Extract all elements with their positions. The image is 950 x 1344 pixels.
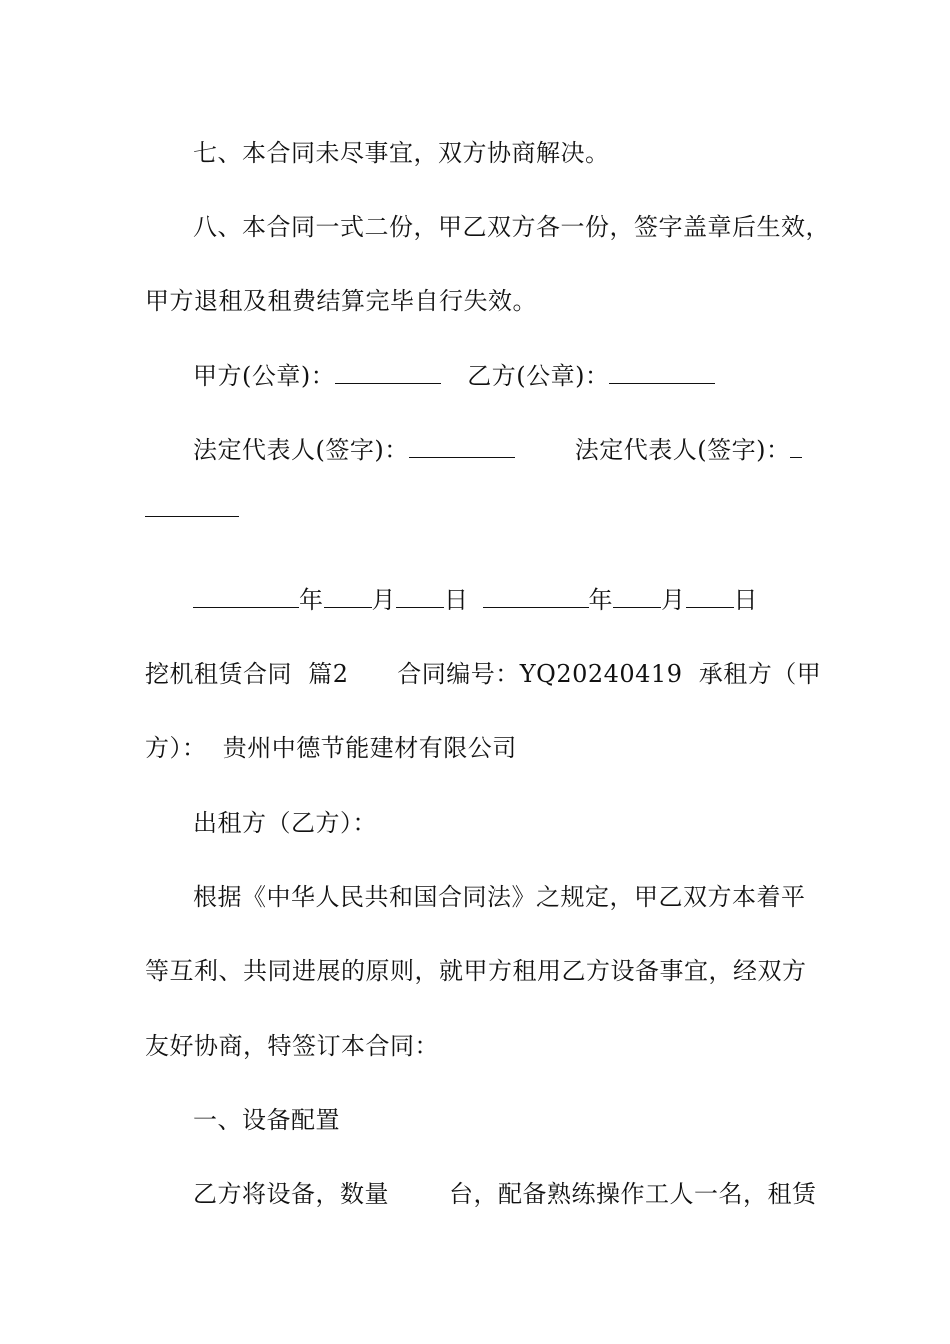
lessor-label: 出租方（乙方）： — [193, 809, 377, 837]
equipment-quantity-label: 乙方将设备，数量 — [193, 1180, 389, 1208]
party-a-year-blank — [193, 587, 299, 608]
clause-8-line1: 八、本合同一式二份，甲乙双方各一份，签字盖章后生效， — [193, 213, 830, 241]
clause-7: 七、本合同未尽事宜，双方协商解决。 — [193, 139, 610, 167]
preamble-line3: 友好协商，特签订本合同： — [145, 1032, 439, 1060]
party-a-seal-blank — [335, 363, 441, 384]
preamble-line1: 根据《中华人民共和国合同法》之规定，甲乙双方本着平 — [193, 883, 806, 911]
party-b-seal-label: 乙方(公章)： — [467, 362, 610, 390]
lessee-name: 方）： 贵州中德节能建材有限公司 — [145, 734, 517, 762]
section-1-line1 — [193, 1178, 817, 1210]
party-b-month-blank — [613, 587, 661, 608]
date-line — [193, 584, 758, 616]
party-b-seal-blank — [609, 363, 715, 384]
party-b-day-blank — [686, 587, 734, 608]
party-b-month-label: 月 — [661, 586, 686, 614]
party-a-year-label: 年 — [299, 586, 324, 614]
contract-2-heading: 挖机租赁合同 篇2 合同编号：YQ20240419 承租方（甲 — [145, 660, 822, 688]
party-a-representative-blank — [409, 437, 515, 458]
seal-line — [193, 360, 715, 392]
party-a-representative-label: 法定代表人(签字)： — [193, 436, 409, 464]
party-a-month-label: 月 — [371, 586, 396, 614]
party-a-month-blank — [324, 587, 372, 608]
party-b-year-label: 年 — [588, 586, 613, 614]
party-a-day-blank — [396, 587, 444, 608]
preamble-line2: 等互利、共同进展的原则，就甲方租用乙方设备事宜，经双方 — [145, 957, 807, 985]
party-b-representative-blank-cont — [145, 516, 239, 517]
party-b-representative-label: 法定代表人(签字)： — [574, 436, 791, 464]
party-b-day-label: 日 — [733, 586, 758, 614]
clause-8-line2: 甲方退租及租费结算完毕自行失效。 — [145, 287, 537, 315]
party-a-day-label: 日 — [444, 586, 469, 614]
party-b-year-blank — [483, 587, 589, 608]
party-a-seal-label: 甲方(公章)： — [193, 362, 336, 390]
party-b-representative-blank — [790, 437, 802, 458]
equipment-unit-text: 台，配备熟练操作工人一名，租赁 — [449, 1180, 817, 1208]
representative-line — [193, 434, 802, 466]
section-1-heading: 一、设备配置 — [193, 1106, 340, 1134]
